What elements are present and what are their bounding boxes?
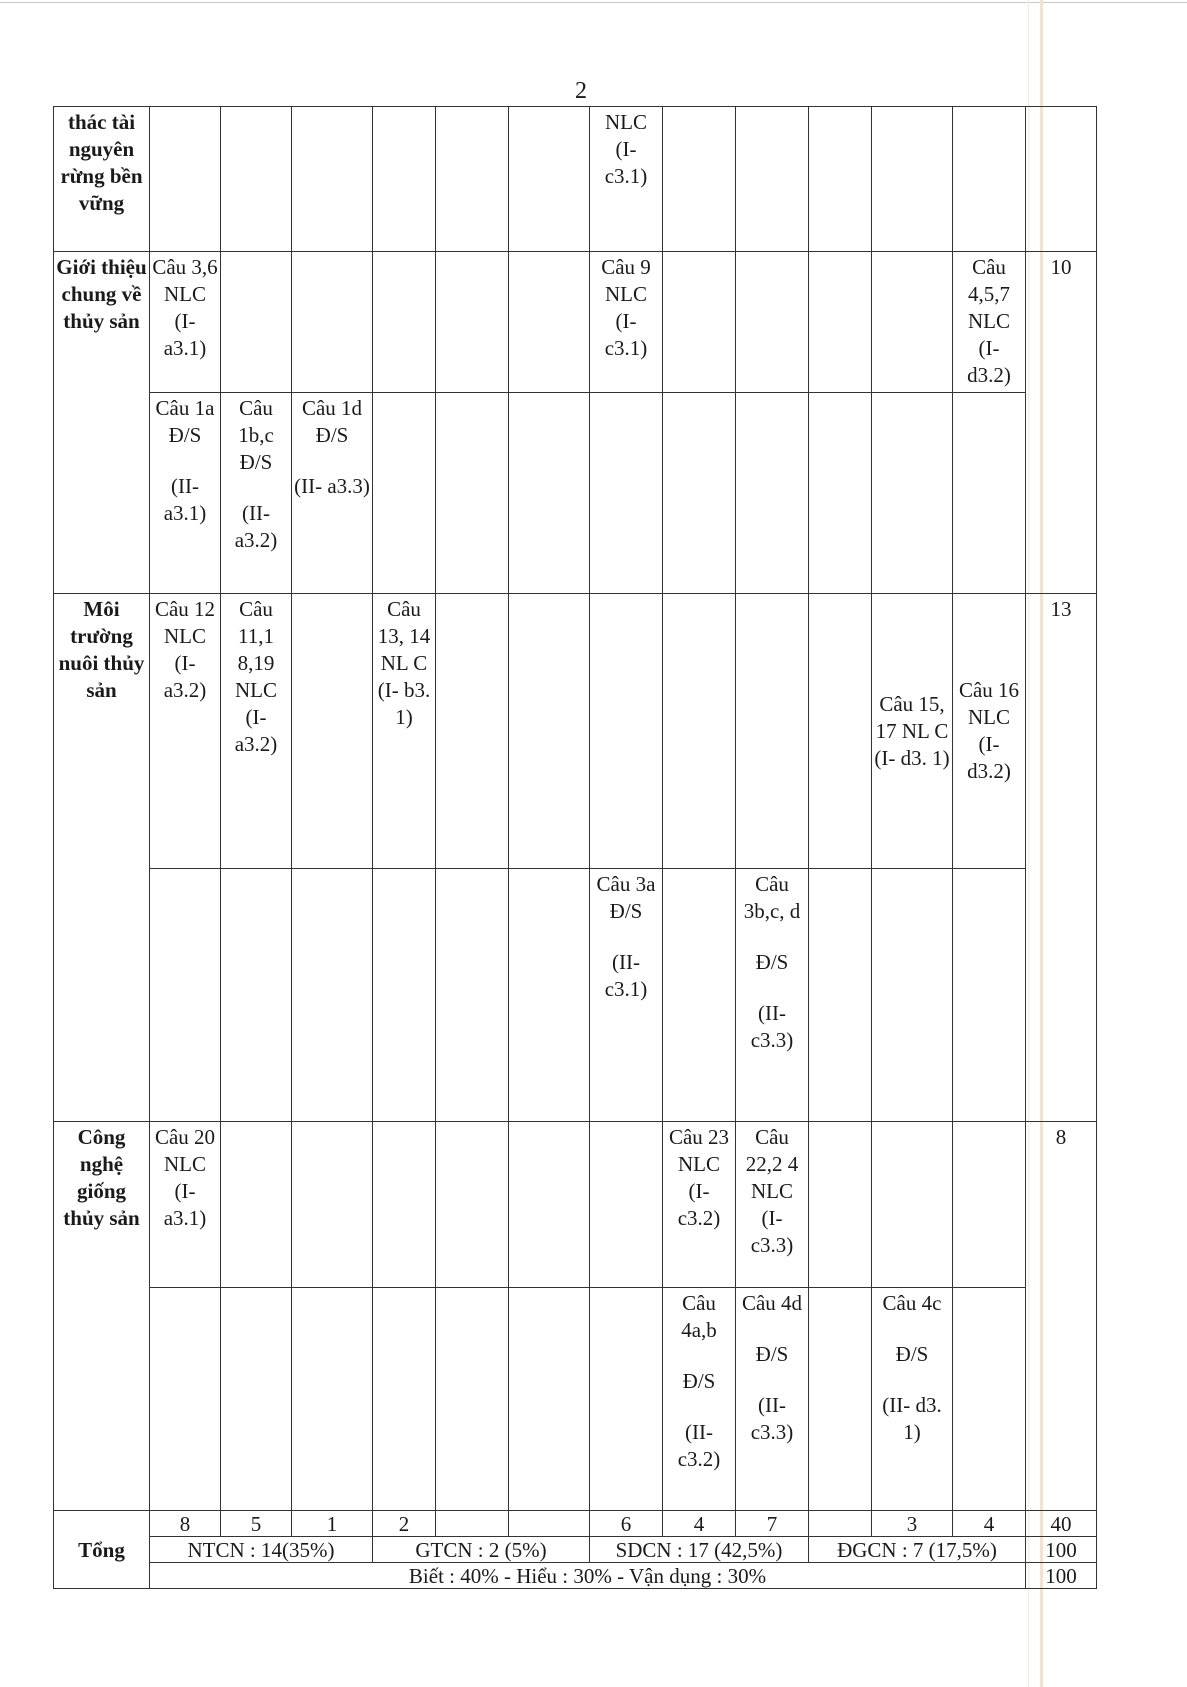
count-cell: 8	[150, 1511, 221, 1537]
row-total: 13	[1026, 594, 1097, 1122]
totals-competency-row	[54, 1537, 1097, 1563]
matrix-cell: Câu 11,1 8,19 NLC (I- a3.2)	[221, 594, 292, 869]
totals-label: Tổng	[54, 1511, 150, 1589]
levels-total: 100	[1026, 1563, 1097, 1589]
scan-top-edge	[0, 2, 1187, 3]
count-cell: 3	[872, 1511, 953, 1537]
matrix-cell: NLC (I- c3.1)	[590, 107, 663, 252]
totals-count-row	[54, 1511, 1097, 1537]
matrix-cell: Câu 4d Đ/S (II- c3.3)	[736, 1288, 809, 1511]
sdcn-cell: SDCN : 17 (42,5%)	[590, 1537, 809, 1563]
matrix-cell: Câu 4c Đ/S (II- d3. 1)	[872, 1288, 953, 1511]
matrix-cell: Câu 13, 14 NL C (I- b3. 1)	[373, 594, 436, 869]
count-cell: 4	[953, 1511, 1026, 1537]
matrix-cell: Câu 3,6 NLC (I- a3.1)	[150, 252, 221, 393]
count-cell: 4	[663, 1511, 736, 1537]
dgcn-cell: ĐGCN : 7 (17,5%)	[809, 1537, 1026, 1563]
gtcn-cell: GTCN : 2 (5%)	[373, 1537, 590, 1563]
table-row	[54, 594, 1097, 869]
count-total: 40	[1026, 1511, 1097, 1537]
count-cell: 1	[292, 1511, 373, 1537]
count-cell	[509, 1511, 590, 1537]
matrix-cell: Câu 4,5,7 NLC (I- d3.2)	[953, 252, 1026, 393]
ntcn-cell: NTCN : 14(35%)	[150, 1537, 373, 1563]
count-cell	[436, 1511, 509, 1537]
table-row	[54, 1288, 1097, 1511]
row-total: 8	[1026, 1122, 1097, 1511]
matrix-cell: Câu 1d Đ/S (II- a3.3)	[292, 393, 373, 594]
table-row	[54, 393, 1097, 594]
totals-levels-row	[54, 1563, 1097, 1589]
matrix-cell: Câu 3a Đ/S (II- c3.1)	[590, 869, 663, 1122]
matrix-cell: Câu 22,2 4 NLC (I- c3.3)	[736, 1122, 809, 1288]
matrix-cell: Câu 1a Đ/S (II- a3.1)	[150, 393, 221, 594]
matrix-cell: Câu 1b,c Đ/S (II- a3.2)	[221, 393, 292, 594]
topic-cell: Môi trường nuôi thủy sản	[54, 594, 150, 1122]
matrix-cell: Câu 16 NLC (I- d3.2)	[953, 594, 1026, 869]
levels-cell: Biết : 40% - Hiểu : 30% - Vận dụng : 30%	[150, 1563, 1026, 1589]
topic-cell: Công nghệ giống thủy sản	[54, 1122, 150, 1511]
topic-cell: thác tài nguyên rừng bền vững	[54, 107, 150, 252]
count-cell	[809, 1511, 872, 1537]
topic-cell: Giới thiệu chung về thủy sản	[54, 252, 150, 594]
pct-total: 100	[1026, 1537, 1097, 1563]
matrix-cell: Câu 3b,c, d Đ/S (II- c3.3)	[736, 869, 809, 1122]
table-row	[54, 107, 1097, 252]
count-cell: 2	[373, 1511, 436, 1537]
count-cell: 5	[221, 1511, 292, 1537]
matrix-cell: Câu 23 NLC (I- c3.2)	[663, 1122, 736, 1288]
page-number: 2	[575, 78, 587, 104]
count-cell: 6	[590, 1511, 663, 1537]
matrix-cell: Câu 15, 17 NL C (I- d3. 1)	[872, 594, 953, 869]
table-row	[54, 252, 1097, 393]
matrix-cell: Câu 9 NLC (I- c3.1)	[590, 252, 663, 393]
matrix-cell: Câu 4a,b Đ/S (II- c3.2)	[663, 1288, 736, 1511]
row-total: 10	[1026, 252, 1097, 594]
exam-matrix-table	[53, 106, 1097, 1589]
matrix-cell: Câu 20 NLC (I- a3.1)	[150, 1122, 221, 1288]
table-row	[54, 869, 1097, 1122]
matrix-cell: Câu 12 NLC (I- a3.2)	[150, 594, 221, 869]
table-row	[54, 1122, 1097, 1288]
count-cell: 7	[736, 1511, 809, 1537]
